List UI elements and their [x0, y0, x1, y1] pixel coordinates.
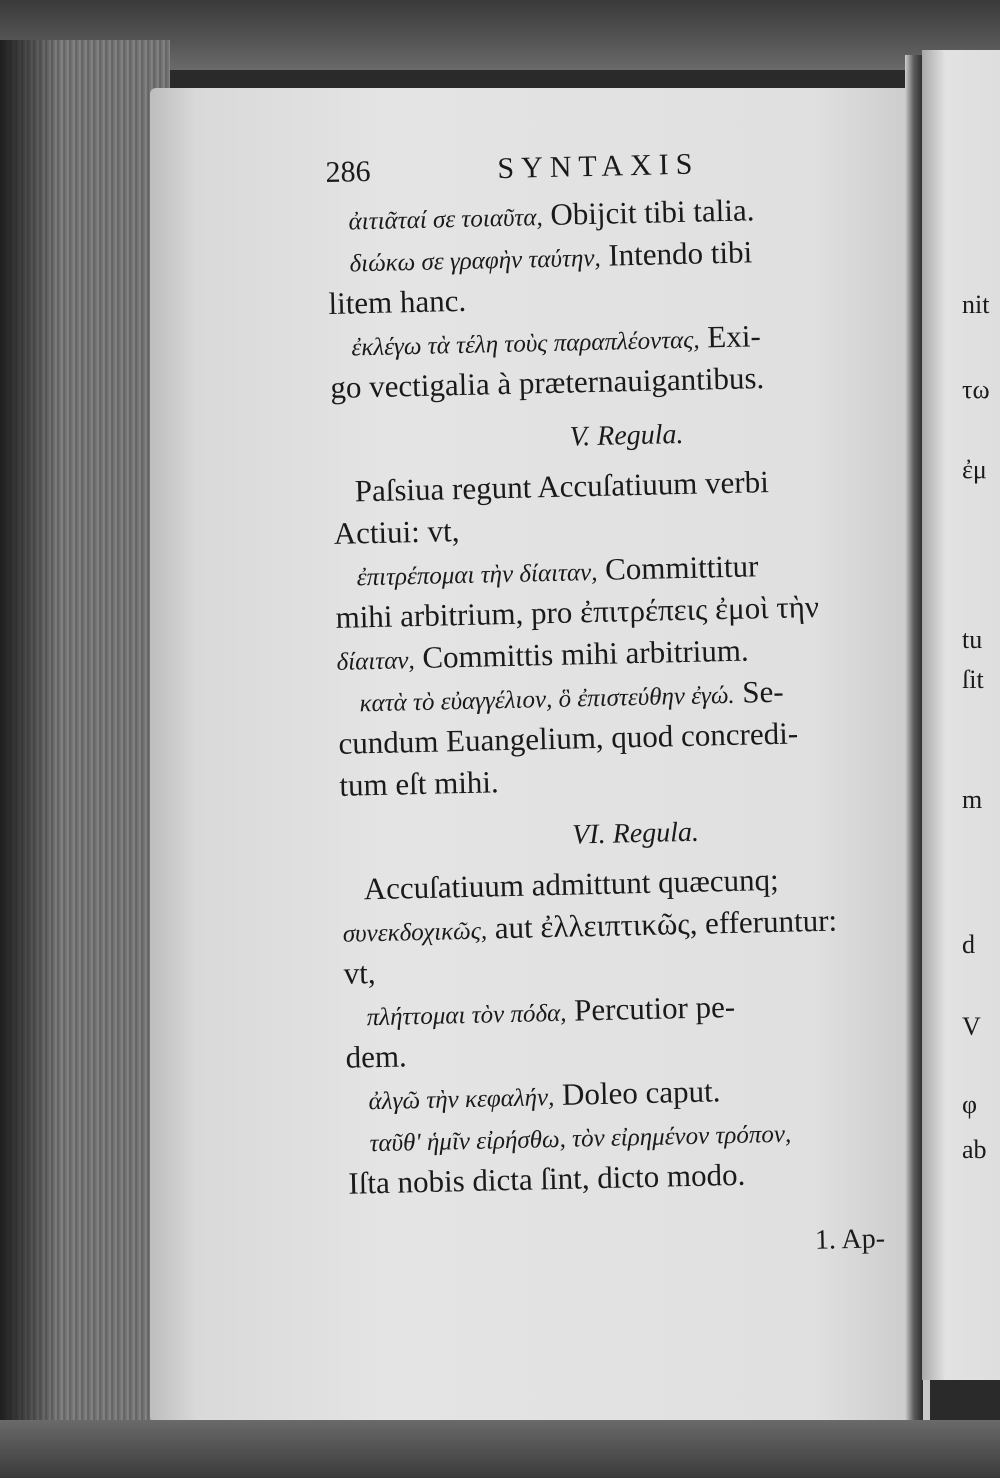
text-line: tum eſt mihi.: [339, 764, 500, 803]
text-line: ἐπιτρέπομαι τὴν δίαιταν, Committitur: [356, 548, 759, 592]
facing-fragment: tu: [962, 625, 983, 654]
text-line: διώκω σε γραφὴν ταύτην, Intendo tibi: [349, 234, 753, 278]
page-edges: [0, 40, 170, 1478]
text-line: ἀλγῶ τὴν κεφαλήν, Doleo caput.: [368, 1073, 721, 1116]
text-line: ἀιτιᾶταί σε τοιαῦτα, Obijcit tibi talia.: [348, 192, 755, 236]
text-line: ταῦθ' ἡμῖν εἰρήσθω, τὸν εἰρημένον τρόπον,: [369, 1120, 792, 1158]
text-line: litem hanc.: [328, 282, 467, 321]
running-head: SYNTAXIS: [497, 147, 700, 186]
section-v: [332, 459, 929, 808]
text-line: συνεκδοχικῶς, aut ἐλλειπτικῶς, efferuntur:: [342, 902, 838, 948]
section-vi: [341, 856, 938, 1205]
text-line: cundum Euangelium, quod concredi-: [338, 715, 799, 761]
facing-fragment: τω: [962, 375, 990, 404]
text-line: Iſta nobis dicta ſint, dicto modo.: [348, 1156, 746, 1201]
background-bottom: [0, 1420, 1000, 1478]
section-iv-examples: [326, 187, 921, 410]
heading-regula-v: V. Regula.: [569, 418, 684, 453]
text-line: κατὰ τὸ εὐαγγέλιον, ὃ ἐπιστεύθην ἐγώ. Se-: [359, 673, 784, 718]
facing-fragment: m: [962, 785, 983, 814]
catchword: 1. Ap-: [814, 1223, 886, 1256]
text-line: dem.: [345, 1038, 408, 1075]
facing-fragment: φ: [962, 1090, 978, 1119]
facing-fragment: ſit: [962, 665, 984, 694]
facing-fragment: nit: [962, 290, 990, 319]
facing-fragment: ab: [962, 1135, 987, 1164]
text-line: Actiui: vt,: [333, 513, 460, 551]
text-line: go vectigalia à præternauigantibus.: [329, 360, 765, 405]
text-line: πλήττομαι τὸν πόδα, Percutior pe-: [366, 988, 736, 1032]
page-text: [325, 137, 939, 1206]
text-line: δίαιταν, Committis mihi arbitrium.: [336, 632, 750, 676]
text-line: Accuſatiuum admittunt quæcunq;: [363, 861, 780, 907]
facing-fragment: ἐμ: [962, 455, 987, 484]
text-line: ἐκλέγω τὰ τέλη τοὺς παραπλέοντας, Exi-: [351, 318, 762, 362]
facing-fragment: V: [962, 1012, 981, 1041]
text-line: mihi arbitrium, pro ἐπιτρέπεις ἐμοὶ τὴν: [335, 588, 820, 635]
text-line: vt,: [343, 955, 376, 991]
facing-fragment: d: [962, 930, 975, 959]
text-line: Paſsiua regunt Accuſatiuum verbi: [354, 464, 770, 509]
page-number: 286: [325, 154, 371, 189]
heading-regula-vi: VI. Regula.: [571, 816, 700, 851]
